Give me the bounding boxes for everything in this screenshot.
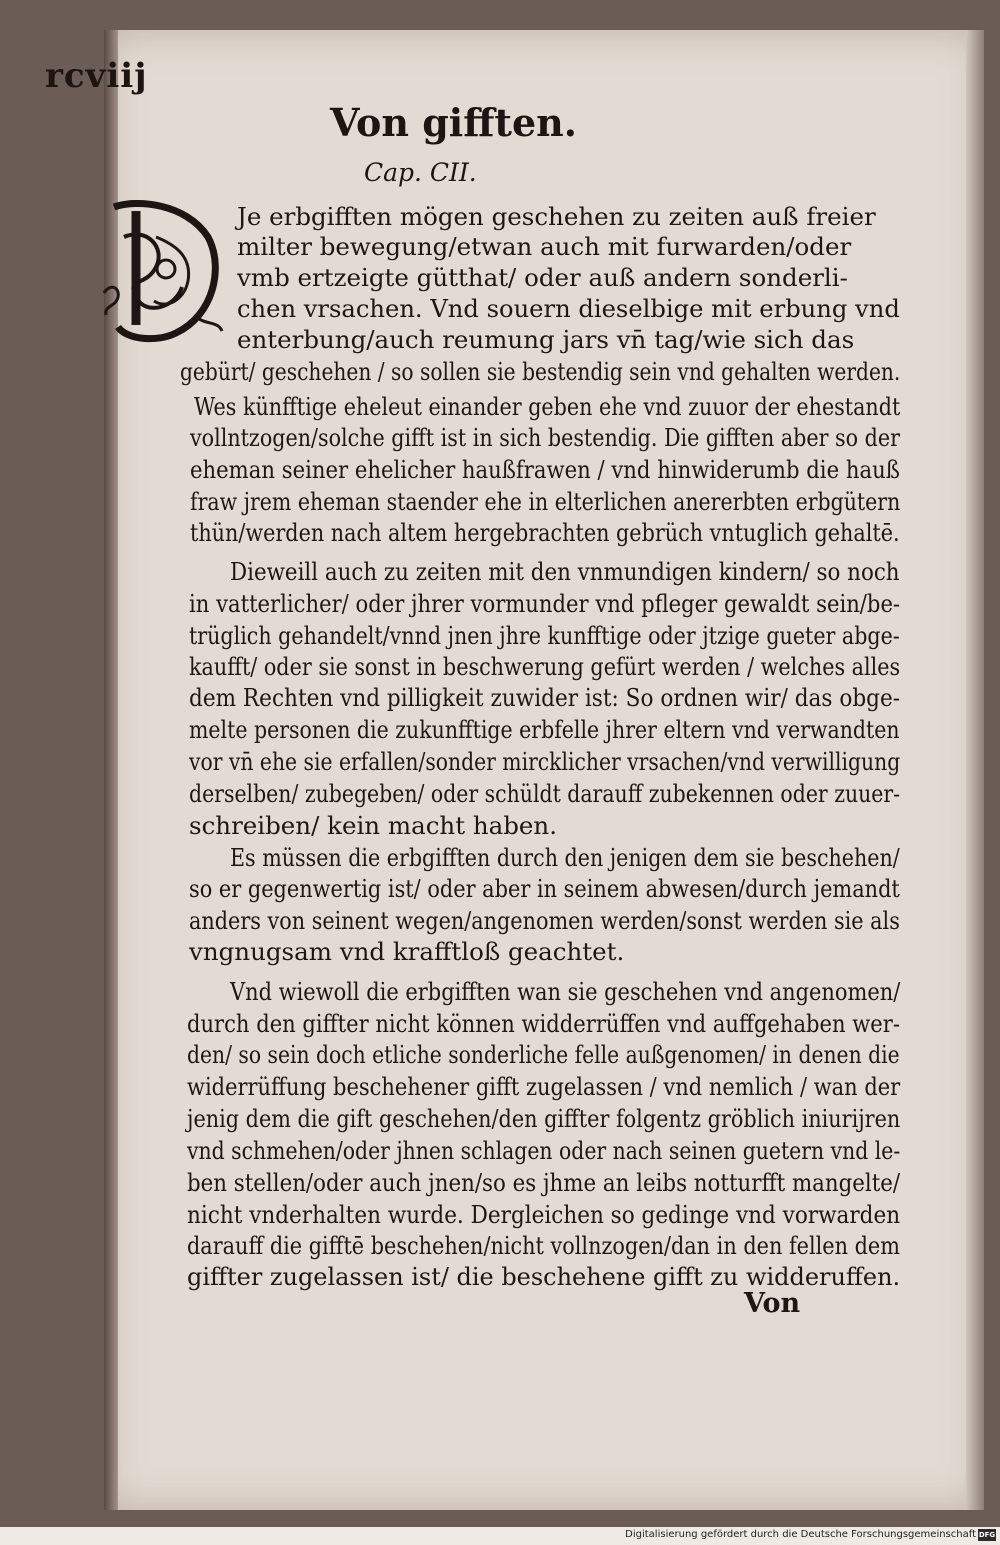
text-line: enterbung/auch reumung jars vn̄ tag/wie sich das: [237, 325, 855, 354]
text-line: vngnugsam vnd krafftloß geachtet.: [189, 937, 625, 966]
text-line: gebürt/ geschehen / so sollen sie bestendig sein vnd gehalten werden.: [180, 357, 901, 386]
catchword: Von: [744, 1288, 801, 1319]
text-line: in vatterlicher/ oder jhrer vormunder vnd pfleger gewaldt sein/be-: [189, 589, 901, 618]
text-line: Dieweill auch zu zeiten mit den vnmundigen kindern/ so noch: [230, 557, 900, 586]
text-line: nicht vnderhalten wurde. Dergleichen so gedinge vnd vorwarden: [187, 1200, 901, 1229]
text-line: chen vrsachen. Vnd souern dieselbige mit erbung vnd: [237, 294, 900, 323]
text-line: milter bewegung/etwan auch mit furwarden/oder: [237, 232, 852, 261]
text-line: Es müssen die erbgifften durch den jenigen dem sie beschehen/: [230, 843, 900, 872]
text-line: durch den giffter nicht können widderrüffen vnd auffgehaben wer-: [187, 1009, 900, 1038]
text-line: trüglich gehandelt/vnnd jnen jhre kunfftige oder jtzige gueter abge-: [189, 621, 900, 650]
text-line: Je erbgifften mögen geschehen zu zeiten auß freier: [237, 202, 876, 231]
text-line: giffter zugelassen ist/ die beschehene gifft zu widderuffen.: [187, 1262, 901, 1291]
chapter-number: Cap. CII.: [364, 158, 477, 187]
text-line: darauff die gifftē beschehen/nicht vollnzogen/dan in den fellen dem: [187, 1231, 900, 1260]
text-line: vor vn̄ ehe sie erfallen/sonder mircklicher vrsachen/vnd verwilligung: [189, 747, 901, 776]
text-line: so er gegenwertig ist/ oder aber in seinem abwesen/durch jemandt: [189, 874, 900, 903]
page-fore-edge: [966, 30, 984, 1510]
decorated-initial-d-icon: [96, 197, 224, 343]
text-line: derselben/ zubegeben/ oder schüldt darauff zubekennen oder zuuer-: [189, 779, 901, 808]
text-line: fraw jrem eheman staender ehe in elterlichen anererbten erbgütern: [190, 487, 901, 516]
text-line: Vnd wiewoll die erbgifften wan sie geschehen vnd angenomen/: [230, 977, 901, 1006]
section-heading: Von gifften.: [330, 100, 577, 145]
text-line: vnd schmehen/oder jhnen schlagen oder nach seinen guetern vnd le-: [187, 1136, 901, 1165]
text-line: vmb ertzeigte gütthat/ oder auß andern sonderli-: [237, 263, 848, 292]
text-line: schreiben/ kein macht haben.: [189, 811, 557, 840]
text-line: ben stellen/oder auch jnen/so es jhme an leibs notturfft mangelte/: [187, 1168, 901, 1197]
text-line: dem Rechten vnd pilligkeit zuwider ist: So ordnen wir/ das obge-: [189, 683, 901, 712]
folio-number: rcviij: [45, 56, 148, 96]
text-line: eheman seiner ehelicher haußfrawen / vnd hinwiderumb die hauß: [190, 455, 900, 484]
text-line: vollntzogen/solche gifft ist in sich bestendig. Die gifften aber so der: [190, 423, 900, 452]
text-line: Wes künfftige eheleut einander geben ehe vnd zuuor der ehestandt: [194, 392, 901, 421]
funding-credit: Digitalisierung gefördert durch die Deutsche Forschungsgemeinschaft: [625, 1529, 976, 1540]
text-line: den/ so sein doch etliche sonderliche felle außgenomen/ in denen die: [187, 1040, 900, 1069]
svg-text:D: D: [96, 197, 97, 198]
text-line: widerrüffung beschehener gifft zugelassen / vnd nemlich / wan der: [187, 1072, 901, 1101]
text-line: jenig dem die gift geschehen/den giffter folgentz gröblich iniurijren: [187, 1104, 901, 1133]
text-line: anders von seinent wegen/angenomen werden/sonst werden sie als: [189, 906, 900, 935]
text-line: thün/werden nach altem hergebrachten gebrüch vntuglich gehaltē.: [190, 518, 900, 547]
dfg-logo-icon: DFG: [978, 1531, 996, 1539]
text-line: kaufft/ oder sie sonst in beschwerung gefürt werden / welches alles: [189, 652, 901, 681]
text-line: melte personen die zukunfftige erbfelle jhrer eltern vnd verwandten: [189, 715, 900, 744]
